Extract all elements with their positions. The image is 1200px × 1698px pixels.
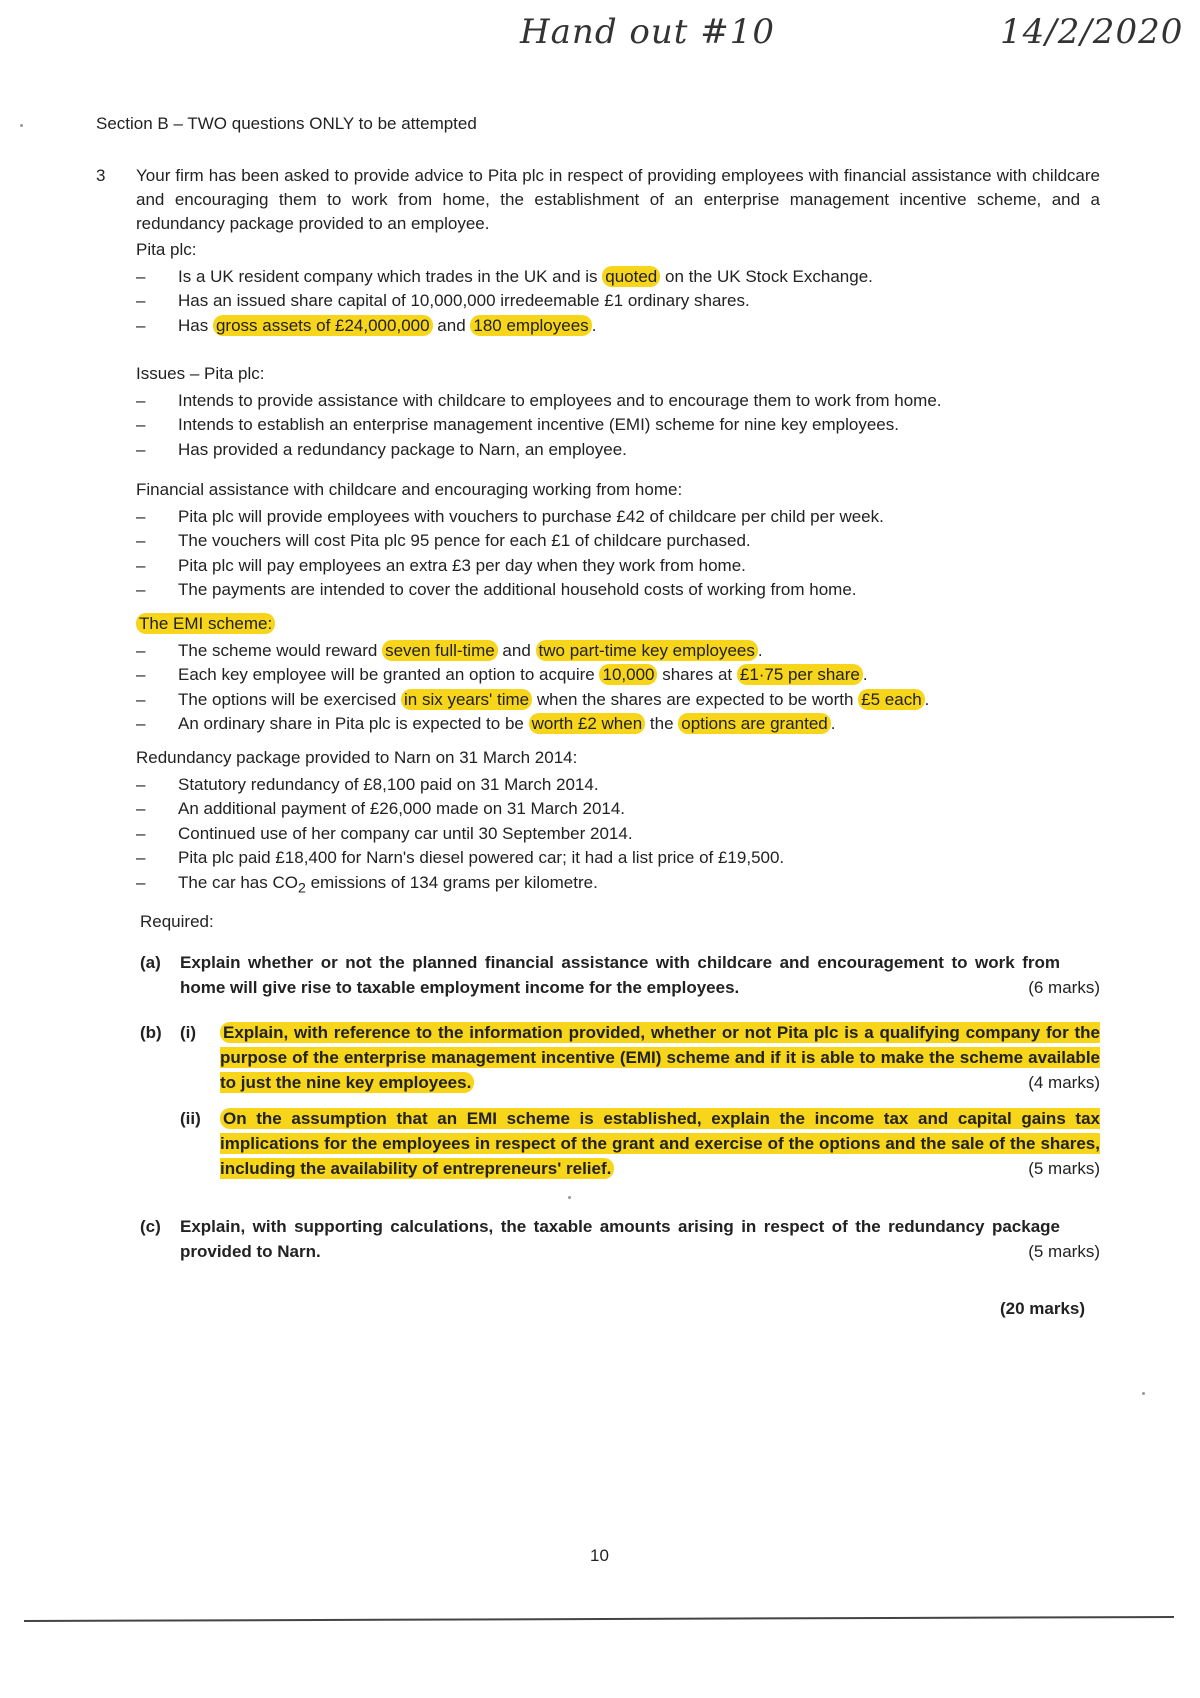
emi-heading: The EMI scheme: (136, 613, 275, 634)
dash-marker: – (136, 415, 146, 434)
emi-list (136, 612, 929, 737)
handwritten-date: 14/2/2020 (1000, 12, 1184, 52)
subpart-label: (i) (180, 1023, 197, 1042)
highlight: £5 each (858, 689, 925, 710)
highlight: options are granted (678, 713, 831, 734)
part-b-i (140, 1020, 1100, 1095)
dash-marker: – (136, 848, 146, 867)
redundancy-list (136, 746, 784, 900)
list-item: – Intends to provide assistance with childcare to employees and to encourage them to work from home. (136, 389, 942, 414)
list-item: – Intends to establish an enterprise management incentive (EMI) scheme for nine key employees. (136, 413, 942, 438)
list-item: – An additional payment of £26,000 made on 31 March 2014. (136, 797, 784, 822)
dash-marker: – (136, 774, 146, 794)
scan-speck (1142, 1392, 1145, 1395)
marks: (4 marks) (1028, 1073, 1100, 1092)
scan-speck (20, 124, 23, 127)
highlight: 10,000 (599, 664, 657, 685)
highlight: in six years' time (401, 689, 532, 710)
dash-marker: – (136, 665, 146, 684)
dash-marker: – (136, 266, 146, 286)
list-item: – Pita plc paid £18,400 for Narn's diesel powered car; it had a list price of £19,500. (136, 846, 784, 871)
dash-marker: – (136, 823, 146, 843)
highlight: £1·75 per share (737, 664, 863, 685)
list-item: – The options will be exercised in six years' time when the shares are expected to be worth £5 each . (136, 688, 929, 713)
list-item: – Has provided a redundancy package to Narn, an employee. (136, 438, 942, 463)
part-c (140, 1214, 1100, 1264)
highlight: gross assets of £24,000,000 (213, 315, 433, 336)
dash-marker: – (136, 315, 146, 335)
dash-marker: – (136, 555, 146, 575)
question-intro: Your firm has been asked to provide advice to Pita plc in respect of providing employees with financial assistance with childcare and encouraging them to work from home, the establishment of an enterprise management incentive scheme, and a redundancy package provided to an employee. (136, 166, 1100, 233)
list-item: – An ordinary share in Pita plc is expected to be worth £2 when the options are granted . (136, 712, 929, 737)
dash-marker: – (136, 390, 146, 410)
marks: (5 marks) (1028, 1159, 1100, 1178)
dash-marker: – (136, 714, 146, 733)
dash-marker: – (136, 689, 146, 709)
highlight: two part-time key employees (536, 640, 758, 661)
page-number: 10 (590, 1546, 609, 1565)
pita-heading: Pita plc: (136, 240, 197, 259)
part-b-ii (140, 1106, 1100, 1181)
list-item: – Is a UK resident company which trades in the UK and is quoted on the UK Stock Exchange. (136, 265, 873, 290)
pita-facts (136, 238, 873, 338)
total-marks: (20 marks) (1000, 1299, 1086, 1318)
list-item: – The vouchers will cost Pita plc 95 pence for each £1 of childcare purchased. (136, 529, 884, 554)
part-text: Explain whether or not the planned financial assistance with childcare and encouragement to work from home will give rise to taxable employment income for the employees. (180, 953, 1060, 997)
highlight: seven full-time (382, 640, 498, 661)
section-title: Section B – TWO questions ONLY to be attempted (96, 114, 477, 133)
dash-marker: – (136, 439, 146, 459)
dash-marker: – (136, 580, 146, 599)
dash-marker: – (136, 531, 146, 550)
subpart-label: (ii) (180, 1109, 201, 1128)
list-item: – The car has $CO_2$ emissions of 134 grams per kilometre. (136, 872, 598, 896)
issues-list (136, 362, 942, 462)
marks: (6 marks) (1028, 978, 1100, 997)
childcare-heading: Financial assistance with childcare and encouraging working from home: (136, 480, 683, 499)
dash-marker: – (136, 291, 146, 310)
highlight: worth £2 when (529, 713, 646, 734)
list-item: – Has an issued share capital of 10,000,000 irredeemable £1 ordinary shares. (136, 289, 873, 314)
list-item: – Has gross assets of £24,000,000 and 180 employees . (136, 314, 873, 339)
handwritten-handout-note: Hand out #10 (520, 12, 775, 52)
highlight: 180 employees (470, 315, 591, 336)
issues-heading: Issues – Pita plc: (136, 364, 265, 383)
required-heading: Required: (140, 912, 214, 931)
childcare-list (136, 478, 884, 603)
scan-speck (568, 1196, 571, 1199)
part-text: Explain, with reference to the information provided, whether or not Pita plc is a qualifying company for the purpose of the enterprise management incentive (EMI) scheme and if it is able to make the scheme available to just the nine key employees. (220, 1023, 1100, 1092)
dash-marker: – (136, 640, 146, 660)
list-item: – The payments are intended to cover the additional household costs of working from home. (136, 578, 884, 603)
scan-edge-line (24, 1616, 1174, 1622)
question-number: 3 (96, 166, 106, 185)
part-label: (b) (140, 1023, 162, 1042)
list-item: – The scheme would reward seven full-time and two part-time key employees . (136, 639, 929, 664)
part-label: (a) (140, 953, 161, 972)
part-a (140, 950, 1100, 1000)
list-item: – Continued use of her company car until 30 September 2014. (136, 822, 784, 847)
redundancy-heading: Redundancy package provided to Narn on 31 March 2014: (136, 748, 578, 767)
highlight: quoted (602, 266, 660, 287)
list-item: – Pita plc will pay employees an extra £3 per day when they work from home. (136, 554, 884, 579)
marks: (5 marks) (1028, 1242, 1100, 1261)
part-text: Explain, with supporting calculations, the taxable amounts arising in respect of the redundancy package provided to Narn. (180, 1217, 1060, 1261)
list-item: – Statutory redundancy of £8,100 paid on 31 March 2014. (136, 773, 784, 798)
part-label: (c) (140, 1217, 161, 1236)
dash-marker: – (136, 506, 146, 526)
part-text: On the assumption that an EMI scheme is established, explain the income tax and capital gains tax implications for the employees in respect of the grant and exercise of the options and the sale of the shares, including the availability of entrepreneurs' relief. (220, 1109, 1100, 1178)
list-item: – Pita plc will provide employees with vouchers to purchase £42 of childcare per child per week. (136, 505, 884, 530)
dash-marker: – (136, 799, 146, 818)
list-item: – Each key employee will be granted an option to acquire 10,000 shares at £1·75 per share . (136, 663, 929, 688)
dash-marker: – (136, 872, 146, 892)
